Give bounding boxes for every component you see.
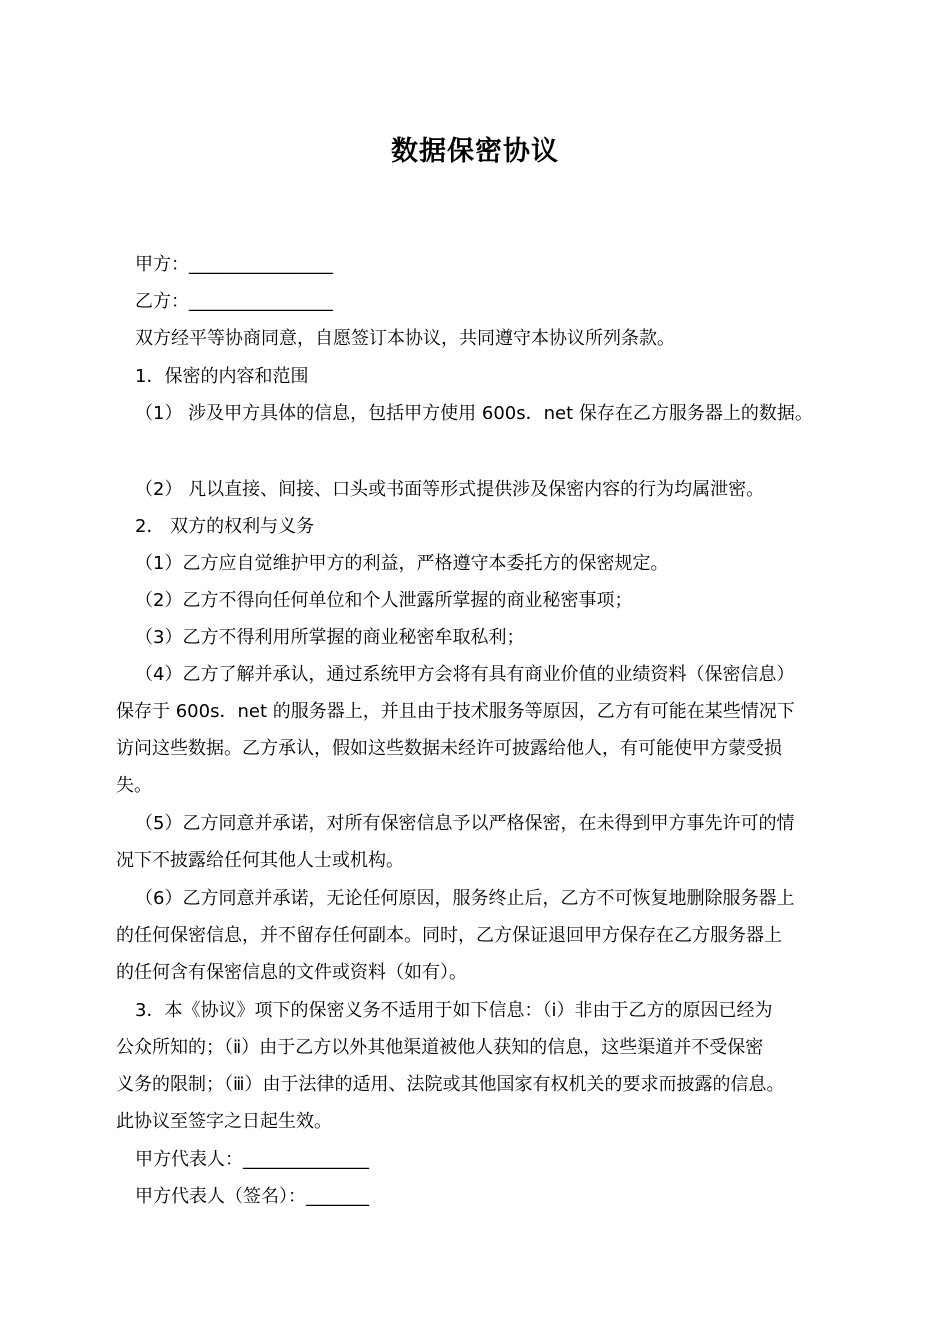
section-2-item-6-line-2: 的任何保密信息，并不留存任何副本。同时，乙方保证退回甲方保存在乙方服务器上 [116,925,782,946]
section-3-line-1: 3．本《协议》项下的保密义务不适用于如下信息：（ⅰ）非由于乙方的原因已经为 [135,1000,773,1021]
section-2-item-4-line-3: 访问这些数据。乙方承认，假如这些数据未经许可披露给他人，有可能使甲方蒙受损 [116,738,782,759]
party-a-line: 甲方：________________ [135,254,333,275]
preamble-line: 双方经平等协商同意，自愿签订本协议，共同遵守本协议所列条款。 [135,328,675,349]
section-3-line-3: 义务的限制；（ⅲ）由于法律的适用、法院或其他国家有权机关的要求而披露的信息。 [116,1074,785,1095]
party-b-line: 乙方：________________ [135,291,333,312]
section-2-item-5-line-2: 况下不披露给任何其他人士或机构。 [116,850,404,871]
section-1-item-1: （1） 涉及甲方具体的信息，包括甲方使用 600s．net 保存在乙方服务器上的数据。 [135,403,813,424]
section-1-heading: 1．保密的内容和范围 [135,366,309,387]
effective-clause: 此协议至签字之日起生效。 [116,1111,332,1132]
section-2-item-4-line-4: 失。 [116,775,152,796]
section-1-item-2: （2） 凡以直接、间接、口头或书面等形式提供涉及保密内容的行为均属泄密。 [135,479,765,500]
party-a-representative-line: 甲方代表人：______________ [135,1149,369,1170]
section-2-item-1: （1）乙方应自觉维护甲方的利益，严格遵守本委托方的保密规定。 [135,553,669,574]
party-a-signature-line: 甲方代表人（签名）：_______ [135,1186,369,1207]
document-title: 数据保密协议 [391,136,559,167]
section-3-line-2: 公众所知的；（ⅱ）由于乙方以外其他渠道被他人获知的信息，这些渠道并不受保密 [116,1037,764,1058]
section-2-item-5-line-1: （5）乙方同意并承诺，对所有保密信息予以严格保密，在未得到甲方事先许可的情 [135,813,795,834]
section-2-item-3: （3）乙方不得利用所掌握的商业秘密牟取私利； [135,627,525,648]
section-2-heading: 2． 双方的权利与义务 [135,516,315,537]
section-2-item-6-line-1: （6）乙方同意并承诺，无论任何原因，服务终止后，乙方不可恢复地删除服务器上 [135,888,795,909]
section-2-item-4-line-1: （4）乙方了解并承认，通过系统甲方会将有具有商业价值的业绩资料（保密信息） [135,664,795,685]
section-2-item-6-line-3: 的任何含有保密信息的文件或资料（如有）。 [116,962,467,983]
section-2-item-4-line-2: 保存于 600s．net 的服务器上，并且由于技术服务等原因，乙方有可能在某些情况下 [116,701,795,722]
section-2-item-2: （2）乙方不得向任何单位和个人泄露所掌握的商业秘密事项； [135,590,633,611]
